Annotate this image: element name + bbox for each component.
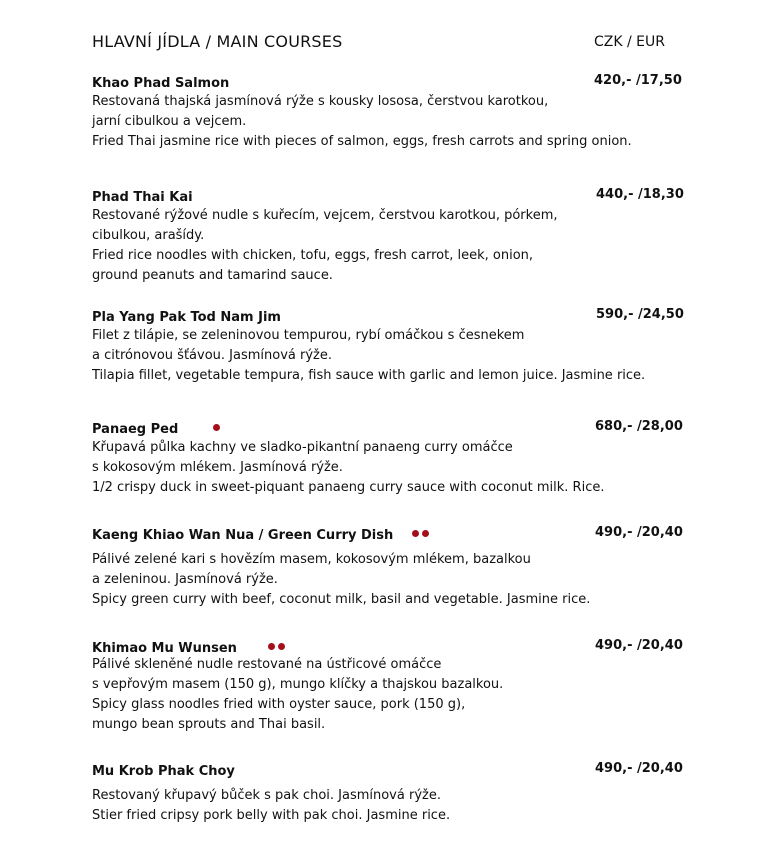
section-title: HLAVNÍ JÍDLA / MAIN COURSES: [92, 32, 343, 51]
description-line: Tilapia fillet, vegetable tempura, fish sauce with garlic and lemon juice. Jasmine rice.: [92, 368, 646, 383]
description-line: s vepřovým masem (150 g), mungo klíčky a thajskou bazalkou.: [92, 677, 504, 692]
dish-name: Khao Phad Salmon: [92, 76, 230, 91]
menu-item-header: [92, 186, 692, 204]
description-line: Filet z tilápie, se zeleninovou tempurou, rybí omáčkou s česnekem: [92, 328, 525, 343]
menu-item-header: [92, 306, 692, 324]
menu-item: [92, 306, 692, 386]
chili-dot-icon: [278, 643, 285, 650]
dish-name: Khimao Mu Wunsen: [92, 641, 237, 656]
dish-name: Mu Krob Phak Choy: [92, 764, 235, 779]
description-line: a citrónovou šťávou. Jasmínová rýže.: [92, 348, 332, 363]
dish-price: 420,- /17,50: [594, 73, 682, 88]
dish-name: Kaeng Khiao Wan Nua / Green Curry Dish: [92, 528, 394, 543]
chili-dot-icon: [213, 424, 220, 431]
chili-dot-icon: [412, 530, 419, 537]
menu-item-header: [92, 760, 692, 778]
description-line: Restovaný křupavý bůček s pak choi. Jasmínová rýže.: [92, 788, 441, 803]
menu-item-header: [92, 524, 692, 542]
description-line: Spicy glass noodles fried with oyster sauce, pork (150 g),: [92, 697, 466, 712]
description-line: Restované rýžové nudle s kuřecím, vejcem, čerstvou karotkou, pórkem,: [92, 208, 558, 223]
menu-item: [92, 524, 692, 610]
menu-item: [92, 418, 692, 498]
description-line: Pálivé skleněné nudle restované na ústřicové omáčce: [92, 657, 442, 672]
description-line: 1/2 crispy duck in sweet-piquant panaeng curry sauce with coconut milk. Rice.: [92, 480, 605, 495]
chili-dot-icon: [422, 530, 429, 537]
description-line: Restovaná thajská jasmínová rýže s kousky lososa, čerstvou karotkou,: [92, 94, 549, 109]
dish-name: Panaeg Ped: [92, 422, 179, 437]
menu-item-header: [92, 637, 692, 655]
dish-price: 490,- /20,40: [595, 761, 683, 776]
dish-name: Phad Thai Kai: [92, 190, 193, 205]
dish-price: 680,- /28,00: [595, 419, 683, 434]
description-line: a zeleninou. Jasmínová rýže.: [92, 572, 278, 587]
description-line: Spicy green curry with beef, coconut milk, basil and vegetable. Jasmine rice.: [92, 592, 591, 607]
spice-indicator: [213, 419, 223, 438]
dish-price: 490,- /20,40: [595, 525, 683, 540]
spice-indicator: [412, 525, 432, 544]
spice-indicator: [268, 638, 288, 657]
menu-item: [92, 186, 692, 286]
description-line: jarní cibulkou a vejcem.: [92, 114, 247, 129]
currency-label: CZK / EUR: [594, 34, 665, 50]
dish-name: Pla Yang Pak Tod Nam Jim: [92, 310, 281, 325]
description-line: mungo bean sprouts and Thai basil.: [92, 717, 326, 732]
description-line: Stier fried cripsy pork belly with pak choi. Jasmine rice.: [92, 808, 451, 823]
description-line: s kokosovým mlékem. Jasmínová rýže.: [92, 460, 343, 475]
menu-item: [92, 72, 692, 152]
description-line: Křupavá půlka kachny ve sladko-pikantní panaeng curry omáčce: [92, 440, 513, 455]
description-line: Fried rice noodles with chicken, tofu, eggs, fresh carrot, leek, onion,: [92, 248, 534, 263]
description-line: Pálivé zelené kari s hovězím masem, kokosovým mlékem, bazalkou: [92, 552, 531, 567]
menu-item: [92, 637, 692, 735]
description-line: cibulkou, arašídy.: [92, 228, 205, 243]
dish-price: 440,- /18,30: [596, 187, 684, 202]
description-line: ground peanuts and tamarind sauce.: [92, 268, 333, 283]
dish-price: 590,- /24,50: [596, 307, 684, 322]
menu-item-header: [92, 418, 692, 436]
menu-item-header: [92, 72, 692, 90]
menu-item: [92, 760, 692, 826]
chili-dot-icon: [268, 643, 275, 650]
dish-price: 490,- /20,40: [595, 638, 683, 653]
description-line: Fried Thai jasmine rice with pieces of salmon, eggs, fresh carrots and spring onion.: [92, 134, 632, 149]
